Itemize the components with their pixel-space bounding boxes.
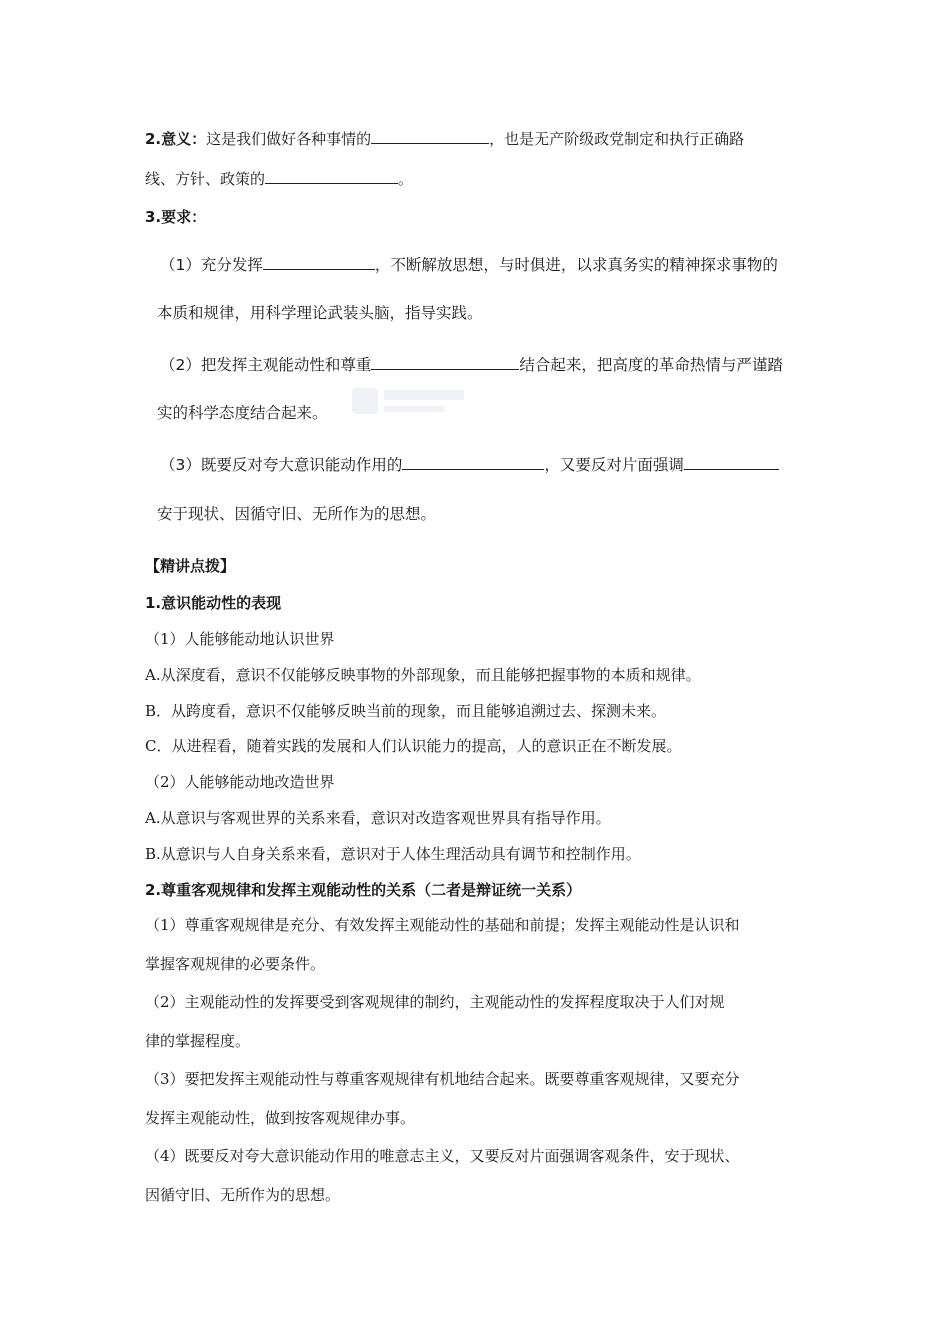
requirements-heading: 3.要求： [145,208,207,226]
point-2-para-4-line-1: （4）既要反对夸大意识能动作用的唯意志主义，又要反对片面强调客观条件，安于现状、 [145,1147,740,1165]
blank-3[interactable] [263,253,375,270]
point-1-title: 1.意识能动性的表现 [145,594,282,612]
point-1-sub-1-a: A.从深度看，意识不仅能够反映事物的外部现象，而且能够把握事物的本质和规律。 [145,666,701,684]
meaning-line-1: 2.意义：这是我们做好各种事情的 ，也是无产阶级政党制定和执行正确路 [145,127,744,150]
meaning-line-2: 线、方针、政策的 。 [145,167,413,190]
point-2-para-3-line-2: 发挥主观能动性，做到按客观规律办事。 [145,1109,416,1127]
meaning-label: 2.意义： [145,130,207,148]
blank-4[interactable] [371,353,519,370]
watermark-logo [350,380,470,430]
blank-2[interactable] [265,167,398,184]
point-1-sub-1: （1）人能够能动地认识世界 [145,630,335,648]
point-2-para-1-line-2: 掌握客观规律的必要条件。 [145,955,326,973]
point-2-para-2-line-2: 律的掌握程度。 [145,1032,251,1050]
blank-5[interactable] [402,453,544,470]
requirement-1-line-1: （1）充分发挥 ，不断解放思想，与时俱进，以求真务实的精神探求事物的 [160,253,778,276]
point-2-para-2-line-1: （2）主观能动性的发挥要受到客观规律的制约，主观能动性的发挥程度取决于人们对规 [145,993,725,1011]
requirement-2-line-2: 实的科学态度结合起来。 [157,404,328,422]
point-1-sub-2-b: B.从意识与人自身关系来看，意识对于人体生理活动具有调节和控制作用。 [145,845,641,863]
point-2-para-4-line-2: 因循守旧、无所作为的思想。 [145,1186,341,1204]
point-1-sub-1-c: C．从进程看，随着实践的发展和人们认识能力的提高，人的意识正在不断发展。 [145,737,682,755]
blank-1[interactable] [371,127,489,144]
point-2-para-1-line-1: （1）尊重客观规律是充分、有效发挥主观能动性的基础和前提；发挥主观能动性是认识和 [145,916,740,934]
point-2-para-3-line-1: （3）要把发挥主观能动性与尊重客观规律有机地结合起来。既要尊重客观规律，又要充分 [145,1070,740,1088]
point-1-sub-2-a: A.从意识与客观世界的关系来看，意识对改造客观世界具有指导作用。 [145,809,611,827]
requirement-3-line-2: 安于现状、因循守旧、无所作为的思想。 [157,505,437,523]
blank-6[interactable] [684,453,779,470]
requirement-3-line-1: （3）既要反对夸大意识能动作用的 ，又要反对片面强调 [160,453,779,476]
point-1-sub-1-b: B．从跨度看，意识不仅能够反映当前的现象，而且能够追溯过去、探测未来。 [145,702,667,720]
section-heading: 【精讲点拨】 [145,557,236,575]
requirement-2-line-1: （2）把发挥主观能动性和尊重 结合起来，把高度的革命热情与严谨踏 [160,353,783,376]
point-2-title: 2.尊重客观规律和发挥主观能动性的关系（二者是辩证统一关系） [145,881,582,899]
point-1-sub-2: （2）人能够能动地改造世界 [145,773,335,791]
requirement-1-line-2: 本质和规律，用科学理论武装头脑，指导实践。 [157,304,483,322]
